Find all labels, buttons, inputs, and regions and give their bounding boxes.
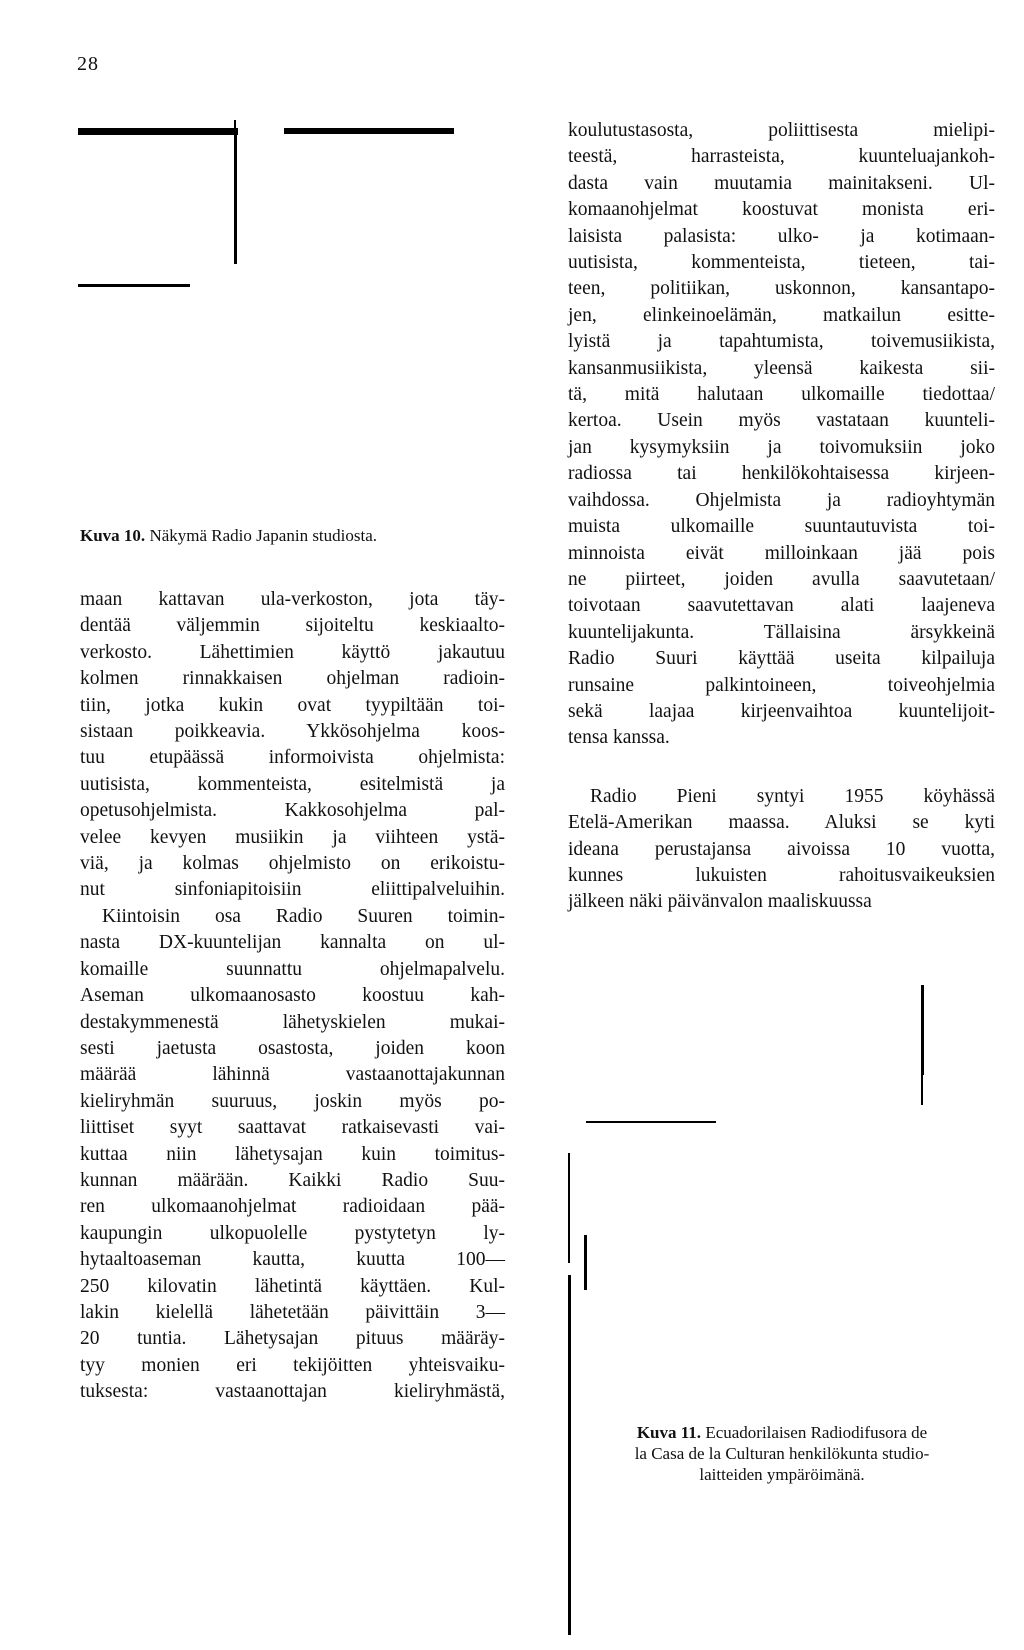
text-line: Radio Pieni syntyi 1955 köyhässä — [590, 785, 995, 807]
figure-11-lines — [566, 985, 946, 1645]
text-line: ne piirteet, joiden avulla saavutetaan/ — [568, 568, 995, 590]
text-line: sistaan poikkeavia. Ykkösohjelma koos- — [80, 721, 505, 743]
text-line: tyy monien eri tekijöitten yhteisvaiku- — [80, 1354, 505, 1376]
text-line: jälkeen näki päivänvalon maaliskuussa — [568, 891, 872, 913]
figure-10-caption-text: Näkymä Radio Japanin studiosta. — [149, 526, 378, 545]
text-line: sesti jaetusta osastosta, joiden koon — [80, 1037, 505, 1059]
text-line: viä, ja kolmas ohjelmisto on erikoistu- — [80, 853, 505, 875]
right-column-text — [568, 118, 995, 916]
text-line: 250 kilovatin lähetintä käyttäen. Kul- — [80, 1275, 505, 1297]
page-number: 28 — [77, 53, 99, 75]
text-line: liittiset syyt saattavat ratkaisevasti vai- — [80, 1117, 505, 1139]
figure-11-caption-text-2: la Casa de la Culturan henkilökunta studio- — [634, 1444, 930, 1463]
text-line: tuu etupäässä informoivista ohjelmista: — [80, 747, 505, 769]
text-line: tä, mitä halutaan ulkomaille tiedottaa/ — [568, 384, 995, 406]
text-line: lyistä ja tapahtumista, toivemusiikista, — [568, 331, 995, 353]
text-line: koulutustasosta, poliittisesta mielipi- — [568, 120, 995, 141]
text-line: teen, politiikan, uskonnon, kansantapo- — [568, 278, 995, 300]
text-line: tensa kanssa. — [568, 727, 670, 749]
text-line: kunnes lukuisten rahoitusvaikeuksien — [568, 864, 995, 886]
text-line: kunnan määrään. Kaikki Radio Suu- — [80, 1169, 505, 1191]
text-line: ren ulkomaanohjelmat radioidaan pää- — [80, 1196, 505, 1218]
text-line: kaupungin ulkopuolelle pystytetyn ly- — [80, 1222, 505, 1244]
text-line: jen, elinkeinoelämän, matkailun esitte- — [568, 304, 995, 326]
text-line: kolmen rinnakkaisen ohjelman radioin- — [80, 668, 505, 690]
text-line: jan kysymyksiin ja toivomuksiin joko — [568, 436, 995, 458]
left-column-text — [80, 587, 505, 1406]
text-line: hytaaltoaseman kautta, kuutta 100— — [80, 1249, 505, 1271]
figure-11-label: Kuva 11. — [636, 1423, 702, 1442]
text-line: nasta DX-kuuntelijan kannalta on ul- — [80, 932, 505, 954]
text-line: radiossa tai henkilökohtaisessa kirjeen- — [568, 463, 995, 485]
text-line: Radio Suuri käyttää useita kilpailuja — [568, 648, 995, 670]
text-line: maan kattavan ula-verkoston, jota täy- — [80, 589, 505, 610]
text-line: velee kevyen musiikin ja viihteen ystä- — [80, 826, 505, 848]
figure-10-lines — [76, 118, 456, 298]
figure-11-caption-text-1: Ecuadorilaisen Radiodifusora de — [705, 1423, 928, 1442]
text-line: verkosto. Lähettimien käyttö jakautuu — [80, 641, 505, 663]
text-line: kansanmusiikista, yleensä kaikesta sii- — [568, 357, 995, 379]
text-line: uutisista, kommenteista, esitelmistä ja — [80, 773, 505, 795]
text-line: minnoista eivät milloinkaan jää pois — [568, 542, 995, 564]
text-line: sekä laajaa kirjeenvaihtoa kuuntelijoit- — [568, 700, 995, 722]
text-line: tiin, jotka kukin ovat tyypiltään toi- — [80, 694, 505, 716]
text-line: dentää väljemmin sijoiteltu keskiaalto- — [80, 615, 505, 637]
figure-11-image — [566, 985, 946, 1412]
text-line: muista ulkomaille suuntautuvista toi- — [568, 516, 995, 538]
figure-10-label: Kuva 10. — [80, 526, 146, 545]
figure-11-caption — [567, 1422, 997, 1485]
text-line: kertoa. Usein myös vastataan kuunteli- — [568, 410, 995, 432]
text-line: lakin kielellä lähetetään päivittäin 3— — [80, 1301, 505, 1323]
text-line: destakymmenestä lähetyskielen mukai- — [80, 1011, 505, 1033]
text-line: dasta vain muutamia mainitakseni. Ul- — [568, 172, 995, 194]
figure-11-caption-text-3: laitteiden ympäröimänä. — [699, 1465, 865, 1484]
text-line: toivotaan saavutettavan alati laajeneva — [568, 595, 995, 617]
text-line: kieliryhmän suuruus, joskin myös po- — [80, 1090, 505, 1112]
text-line: nut sinfoniapitoisiin eliittipalveluihin. — [80, 879, 505, 901]
text-line: komaanohjelmat koostuvat monista eri- — [568, 199, 995, 221]
text-line: määrää lähinnä vastaanottajakunnan — [80, 1064, 505, 1086]
figure-10-caption — [80, 525, 377, 546]
text-line: laisista palasista: ulko- ja kotimaan- — [568, 225, 995, 247]
figure-11-caption-line — [567, 1422, 997, 1443]
text-line: opetusohjelmista. Kakkosohjelma pal- — [80, 800, 505, 822]
text-line: vaihdossa. Ohjelmista ja radioyhtymän — [568, 489, 995, 511]
text-line: 20 tuntia. Lähetysajan pituus määräy- — [80, 1328, 505, 1350]
text-line: Etelä-Amerikan maassa. Aluksi se kyti — [568, 812, 995, 834]
text-line: runsaine palkintoineen, toiveohjelmia — [568, 674, 995, 696]
text-line: uutisista, kommenteista, tieteen, tai- — [568, 252, 995, 274]
text-line: kuuntelijakunta. Tällaisina ärsykkeinä — [568, 621, 995, 643]
text-line: kuttaa niin lähetysajan kuin toimitus- — [80, 1143, 505, 1165]
text-line: Kiintoisin osa Radio Suuren toimin- — [102, 905, 505, 927]
text-line: ideana perustajansa aivoissa 10 vuotta, — [568, 838, 995, 860]
text-line: komaille suunnattu ohjelmapalvelu. — [80, 958, 505, 980]
text-line: Aseman ulkomaanosasto koostuu kah- — [80, 985, 505, 1007]
text-line: teestä, harrasteista, kuunteluajankoh- — [568, 146, 995, 168]
figure-10-image — [76, 118, 456, 298]
text-line: tuksesta: vastaanottajan kieliryhmästä, — [80, 1381, 505, 1403]
